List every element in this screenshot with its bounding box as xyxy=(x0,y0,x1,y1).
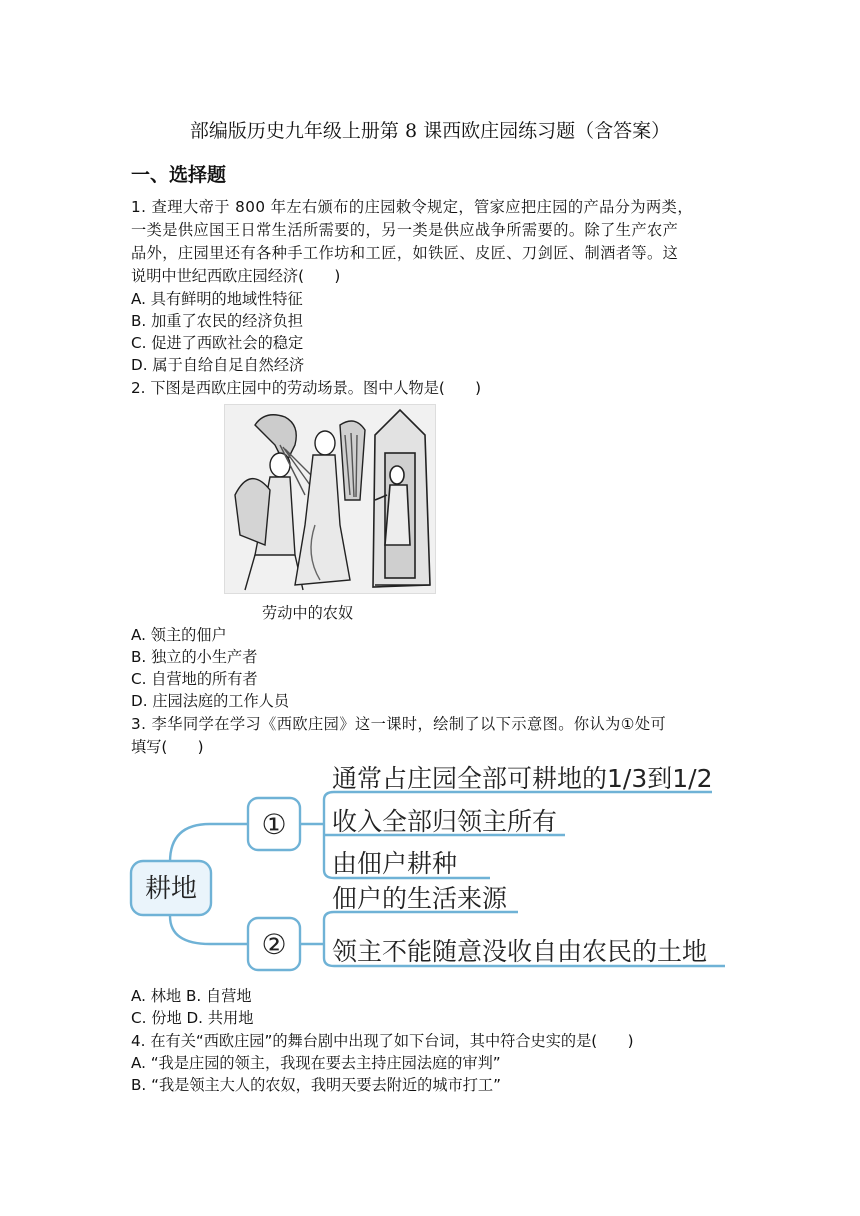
q1-line: 1. 查理大帝于 800 年左右颁布的庄园敕令规定，管家应把庄园的产品分为两类， xyxy=(131,198,693,216)
q1-line: 一类是供应国王日常生活所需要的，另一类是供应战争所需要的。除了生产农产 xyxy=(131,221,679,239)
q2-option-b: B. 独立的小生产者 xyxy=(131,648,258,666)
node-2-label: ② xyxy=(261,928,287,961)
branch1-item: 通常占庄园全部可耕地的1/3到1/2 xyxy=(332,764,713,793)
branch2-item: 领主不能随意没收自由农民的土地 xyxy=(332,937,708,966)
q3-options-cd: C. 份地 D. 共用地 xyxy=(131,1009,254,1027)
q1-option-d: D. 属于自给自足自然经济 xyxy=(131,356,305,374)
q3-options-ab: A. 林地 B. 自营地 xyxy=(131,987,252,1005)
serfs-working-illustration xyxy=(224,404,436,594)
q1-line: 说明中世纪西欧庄园经济( ) xyxy=(131,267,341,285)
q2-line: 2. 下图是西欧庄园中的劳动场景。图中人物是( ) xyxy=(131,379,482,397)
branch1-item: 由佃户耕种 xyxy=(332,849,458,878)
root-label: 耕地 xyxy=(144,874,198,904)
mind-map-diagram xyxy=(120,762,740,977)
branch1-item: 收入全部归领主所有 xyxy=(332,807,558,836)
q1-option-c: C. 促进了西欧社会的稳定 xyxy=(131,334,304,352)
q2-option-d: D. 庄园法庭的工作人员 xyxy=(131,692,290,710)
q3-line: 3. 李华同学在学习《西欧庄园》这一课时，绘制了以下示意图。你认为①处可 xyxy=(131,715,667,733)
figure-caption: 劳动中的农奴 xyxy=(262,604,354,622)
q2-option-c: C. 自营地的所有者 xyxy=(131,670,258,688)
q1-option-b: B. 加重了农民的经济负担 xyxy=(131,312,303,330)
q4-option-b: B. “我是领主大人的农奴，我明天要去附近的城市打工” xyxy=(131,1076,501,1094)
q4-option-a: A. “我是庄园的领主，我现在要去主持庄园法庭的审判” xyxy=(131,1054,501,1072)
q4-line: 4. 在有关“西欧庄园”的舞台剧中出现了如下台词，其中符合史实的是( ) xyxy=(131,1032,634,1050)
node-1-label: ① xyxy=(261,808,287,841)
document-title: 部编版历史九年级上册第 8 课西欧庄园练习题（含答案） xyxy=(189,120,671,142)
q3-line: 填写( ) xyxy=(131,738,204,756)
q2-option-a: A. 领主的佃户 xyxy=(131,626,227,644)
section-heading: 一、选择题 xyxy=(131,164,227,186)
branch2-item: 佃户的生活来源 xyxy=(332,884,508,913)
q1-option-a: A. 具有鲜明的地域性特征 xyxy=(131,290,303,308)
q1-line: 品外，庄园里还有各种手工作坊和工匠，如铁匠、皮匠、刀剑匠、制酒者等。这 xyxy=(131,244,679,262)
